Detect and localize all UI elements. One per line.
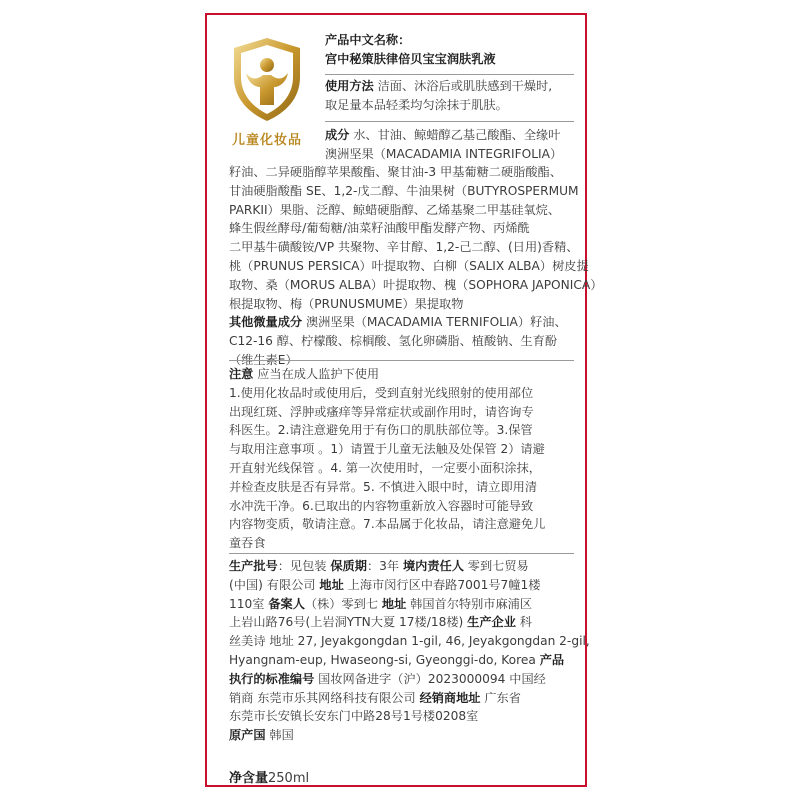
info-line bbox=[229, 632, 590, 651]
info-field-label: 产品 bbox=[539, 652, 565, 667]
info-line bbox=[229, 670, 579, 689]
info-field-value: 上岩山路76号(上岩洞YTN大夏 17楼/18楼) bbox=[229, 615, 468, 630]
ingredients-text: 根提取物、梅（PRUNUSMUME）果提取物 bbox=[229, 296, 464, 311]
caution-text: 内容物变质，敬请注意。7.本品属于化妆品，请注意避免儿 bbox=[229, 517, 546, 532]
divider bbox=[325, 121, 574, 122]
ingredients-label: 成分 bbox=[325, 128, 350, 142]
info-line bbox=[229, 651, 579, 670]
info-field-value: 丝美诗 地址 27, Jeyakgongdan 1-gil, 46, Jeyakgongdan 2-gil, bbox=[229, 634, 590, 649]
ingredients-text: PARKII）果脂、泛醇、鲸蜡硬脂醇、乙烯基聚二甲基硅氧烷、 bbox=[229, 202, 561, 217]
info-field-value: (中国) 有限公司 bbox=[229, 577, 320, 592]
divider bbox=[229, 360, 574, 361]
ingredients-text: 蜂生假丝酵母/葡萄糖/油菜籽油酸甲酯发酵产物、丙烯酰 bbox=[229, 221, 530, 236]
info-field-value: 科 bbox=[515, 615, 532, 630]
divider bbox=[229, 553, 574, 554]
info-field-value: 国妆网备进字（沪）2023000094 中国经 bbox=[314, 671, 546, 686]
net-content bbox=[229, 770, 309, 789]
caution-text: 水冲洗干净。6.已取出的内容物重新放入容器时可能导致 bbox=[229, 498, 534, 513]
info-line bbox=[229, 576, 579, 595]
caution-label: 注意 bbox=[229, 367, 254, 381]
info-line bbox=[229, 726, 579, 745]
badge-caption: 儿童化妆品 bbox=[231, 133, 302, 148]
info-field-label: 地址 bbox=[319, 577, 344, 592]
caution-section bbox=[229, 365, 579, 553]
product-name-value: 宫中秘策肤律倍贝宝宝润肤乳液 bbox=[325, 51, 496, 66]
shield-child-icon bbox=[230, 35, 304, 123]
ingredients-text: 取物、桑（MORUS ALBA）叶提取物、槐（SOPHORA JAPONICA） bbox=[229, 277, 603, 292]
caution-text: 科医生。2.请注意避免用于有伤口的肌肤部位等。3.保管 bbox=[229, 423, 533, 438]
ingredients-continued bbox=[229, 163, 603, 370]
ingredients-text: 籽油、二异硬脂醇苹果酸酯、聚甘油-3 甲基葡糖二硬脂酸酯、 bbox=[229, 165, 562, 179]
info-field-label: 生产企业 bbox=[467, 615, 516, 630]
info-field-value: 上海市闵行区中春路7001号7幢1楼 bbox=[343, 577, 541, 592]
info-field-value: 零到七贸易 bbox=[463, 559, 529, 573]
info-line bbox=[229, 689, 579, 708]
info-field-label: 生产批号 bbox=[229, 559, 278, 573]
product-name-section bbox=[325, 31, 580, 69]
info-line bbox=[229, 595, 579, 614]
ingredients-text: 二甲基牛磺酸铵/VP 共聚物、辛甘醇、1,2-己二醇、(日用)香精、 bbox=[229, 240, 579, 255]
info-line bbox=[229, 557, 579, 576]
info-field-label: 地址 bbox=[381, 596, 407, 611]
children-cosmetics-badge bbox=[227, 35, 307, 148]
caution-text: 童吞食 bbox=[229, 536, 266, 551]
info-field-label: 境内责任人 bbox=[402, 559, 464, 573]
info-field-value: 销商 东莞市乐其网络科技有限公司 bbox=[229, 690, 420, 705]
trace-ingredients-text: （维生素E） bbox=[229, 352, 298, 367]
product-name-label: 产品中文名称： bbox=[325, 33, 411, 47]
manufacturer-info-section bbox=[229, 557, 590, 745]
usage-text: 洁面、沐浴后或肌肤感到干燥时, bbox=[373, 79, 553, 93]
info-field-value: 韩国首尔特别市麻浦区 bbox=[406, 596, 533, 611]
ingredients-section bbox=[325, 126, 580, 164]
info-field-value: 110室 bbox=[229, 596, 269, 611]
trace-ingredients-text: 澳洲坚果（MACADAMIA TERNIFOLIA）籽油、 bbox=[302, 315, 567, 330]
info-field-value: （株）零到七 bbox=[304, 596, 382, 611]
caution-text: 与取用注意事项 。1）请置于儿童无法触及处保管 2）请避 bbox=[229, 442, 545, 457]
trace-ingredients-label: 其他微量成分 bbox=[229, 315, 303, 330]
info-field-value: 韩国 bbox=[265, 728, 294, 743]
info-field-label: 备案人 bbox=[268, 596, 305, 611]
info-line bbox=[229, 613, 579, 632]
info-field-label: 原产国 bbox=[229, 728, 266, 743]
info-field-label: 经销商地址 bbox=[419, 690, 481, 705]
usage-label: 使用方法 bbox=[325, 79, 374, 93]
info-line bbox=[229, 707, 579, 726]
ingredients-text: 澳洲坚果（MACADAMIA INTEGRIFOLIA） bbox=[325, 146, 563, 161]
trace-ingredients-text: C12-16 醇、柠檬酸、棕榈酸、氢化卵磷脂、植酸钠、生育酚 bbox=[229, 334, 558, 349]
info-field-value: 东莞市长安镇长安东门中路28号1号楼0208室 bbox=[229, 709, 479, 724]
info-field-label: 保质期 bbox=[330, 559, 367, 573]
product-label-panel bbox=[205, 13, 603, 787]
caution-text: 出现红斑、浮肿或瘙痒等异常症状或副作用时，请咨询专 bbox=[229, 404, 534, 419]
caution-text: 并检查皮肤是否有异常。5. 不慎进入眼中时，请立即用清 bbox=[229, 479, 538, 494]
caution-text: 1.使用化妆品时或使用后，受到直射光线照射的使用部位 bbox=[229, 385, 534, 400]
info-field-value: ：见包装 bbox=[277, 559, 331, 573]
usage-section bbox=[325, 77, 580, 115]
usage-text: 取足量本品轻柔均匀涂抹于肌肤。 bbox=[325, 97, 508, 112]
ingredients-text: 甘油硬脂酸酯 SE、1,2-戊二醇、牛油果树（BUTYROSPERMUM bbox=[229, 183, 579, 198]
net-content-value: 250ml bbox=[268, 771, 310, 786]
info-field-value: ：3年 bbox=[366, 559, 403, 573]
net-content-label: 净含量 bbox=[229, 771, 269, 786]
info-field-value: 广东省 bbox=[480, 690, 521, 705]
info-field-label: 执行的标准编号 bbox=[229, 671, 315, 686]
caution-text: 应当在成人监护下使用 bbox=[253, 367, 380, 381]
divider bbox=[325, 74, 574, 75]
ingredients-text: 水、甘油、鲸蜡醇乙基己酸酯、全缘叶 bbox=[349, 128, 561, 142]
ingredients-text: 桃（PRUNUS PERSICA）叶提取物、白柳（SALIX ALBA）树皮提 bbox=[229, 258, 589, 273]
info-field-value: Hyangnam-eup, Hwaseong-si, Gyeonggi-do, Korea bbox=[229, 652, 540, 667]
caution-text: 开直射光线保管 。4. 第一次使用时，一定要小面积涂抹， bbox=[229, 460, 541, 475]
